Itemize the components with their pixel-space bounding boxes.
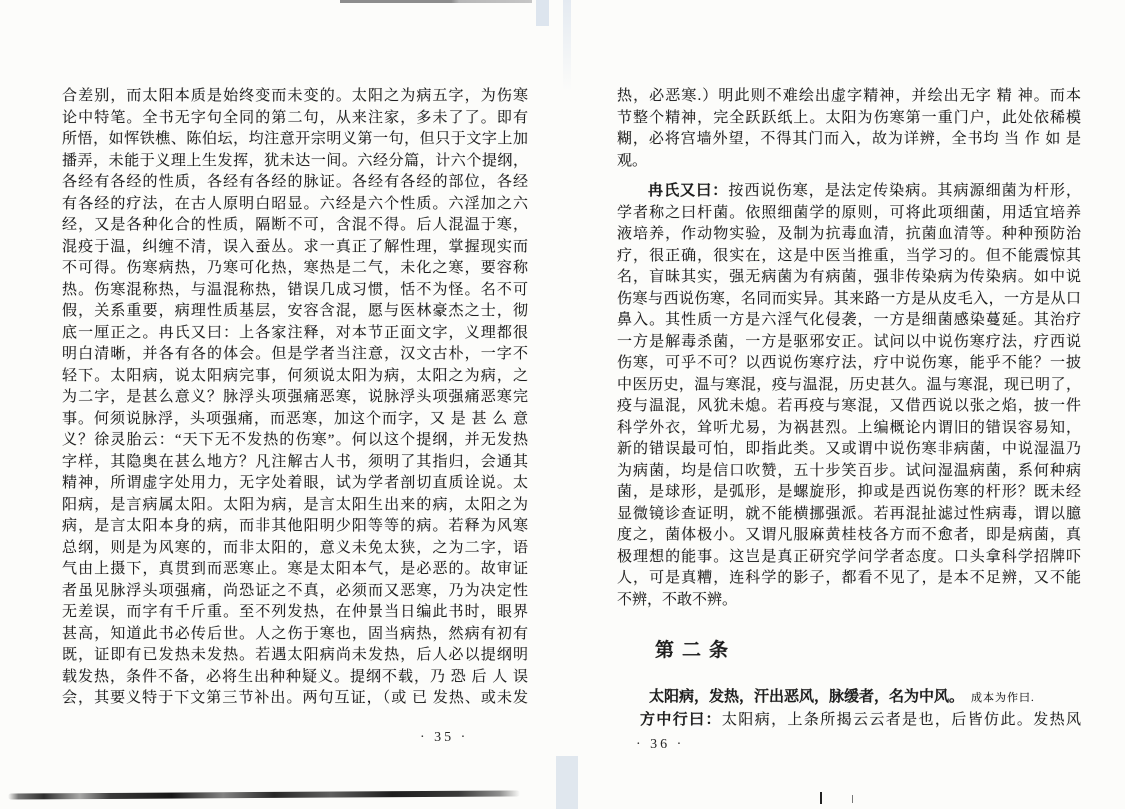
text-line: 混疫于温，纠缠不清，误入蚕丛。求一真正了解性理，掌握现实而	[62, 238, 528, 255]
section-heading: 第二条	[655, 640, 737, 661]
text-line: 液培养，作动物实验，及制为抗毒血清，抗菌血清等。种种预防治	[617, 226, 1081, 242]
text-line: 所悟，如恽铁樵、陈伯坛，均注意开宗明义第一句，但只于文字上加	[62, 131, 528, 147]
text-line: 科学外衣，耸听尤易，为祸甚烈。上编概论内谓旧的错误容易知，	[617, 419, 1081, 436]
right-page-paragraph-2	[617, 203, 1081, 590]
text-line: 无差误，而字有千斤重。至不列发热，在仲景当日编此书时，眼界	[62, 604, 528, 620]
text-line: 中医历史，温与寒混，疫与温混，历史甚久。温与寒混，现已明了，	[617, 376, 1081, 393]
text-line: 义？徐灵胎云：“天下无不发热的伤寒”。何以这个提纲，并无发热	[62, 432, 528, 448]
text-line: 人，可是真糟，连科学的影子，都看不见了，是本不足辨，又不能	[617, 570, 1081, 586]
scan-artifact-tick	[852, 795, 853, 803]
text-line: 糊，必将宫墙外望，不得其门而入，故为详辨，全书均 当 作 如 是	[617, 131, 1081, 147]
text-line: 节整个精神，完全跃跃纸上。太阳为伤寒第一重门户，此处依稀模	[617, 109, 1081, 126]
paragraph-2-intro-line	[617, 181, 1081, 203]
text-line: 事。何须说脉浮，头项强痛，而恶寒，加这个而字，又 是 甚 么 意	[62, 410, 528, 427]
canon-text-line	[617, 686, 1081, 709]
right-page-text-block	[617, 86, 1081, 732]
text-line: 各经有各经的性质，各经有各经的脉证。各经有各经的部位，各经	[62, 174, 528, 190]
text-line: 底一厘正之。冉氏又曰：上各家注释，对本节正面文字，义理都很	[62, 324, 528, 341]
text-line: 极理想的能事。这岂是真正研究学问学者态度。口头拿科学招牌吓	[617, 548, 1081, 565]
text-line: 论中特笔。全书无字句全同的第二句，从来注家，多未了了。即有	[62, 109, 528, 126]
text-line: 疗，很正确，很实在，这是中医当推重，当学习的。但不能震惊其	[617, 247, 1081, 264]
text-span: 太阳病，上条所揭云云者是也，后皆仿此。发热风	[721, 712, 1081, 728]
text-line: 者虽见脉浮头项强痛，尚恐证之不真，必须而又恶寒，乃为决定性	[62, 582, 528, 599]
gutter-shadow-bottom	[556, 756, 578, 809]
text-line: 会，其要义特于下文第三节补出。两句互证，（或 已 发热、或未发	[62, 690, 528, 706]
text-line: 学者称之曰杆菌。依照细菌学的原则，可将此项细菌，用适宜培养	[617, 204, 1081, 221]
page-number-left: · 35 ·	[420, 730, 469, 745]
text-line: 甚高，知道此书必传后世。人之伤于寒也，固当病热，然病有初有	[62, 625, 528, 642]
text-line: 观。	[617, 152, 648, 169]
text-line: 一方是解毒杀菌，一方是驱邪安正。试问以中说伤寒疗法，疗西说	[617, 333, 1081, 350]
text-line: 经，又是各种化合的性质，隔断不可，含混不得。后人混温于寒，	[62, 217, 528, 233]
text-line: 为病菌，均是信口吹赞，五十步笑百步。试问湿温病菌，系何种病	[617, 462, 1081, 479]
left-page-paragraph	[62, 86, 528, 710]
canon-edition-note: 成本为作曰.	[971, 692, 1035, 704]
text-line: 病，是言太阳本身的病，而非其他阳明少阳等等的病。若释为风寒	[62, 518, 528, 534]
scan-artifact-ink-smudge	[8, 790, 520, 799]
text-line: 有各经的疗法，在古人原明白昭显。六经是六个性质。六淫加之六	[62, 195, 528, 212]
left-page-text-block	[62, 86, 528, 710]
text-line: 既，证即有已发热未发热。若遇太阳病尚未发热，后人必以提纲明	[62, 647, 528, 663]
speaker-name: 方中行曰：	[640, 712, 722, 728]
text-line: 疫与温混，风犹未熄。若再疫与寒混，又借西说以张之焰，披一件	[617, 398, 1081, 414]
text-line: 名，盲昧其实，强无病菌为有病菌，强非传染病为传染病。如中说	[617, 269, 1081, 285]
text-line: 新的错误最可怕，即指此类。又或谓中说伤寒非病菌，中说湿温乃	[617, 441, 1081, 457]
scan-artifact-top-line	[340, 0, 532, 3]
speaker-name: 冉氏又曰：	[648, 183, 729, 199]
text-line: 合差别，而太阳本质是始终变而未变的。太阳之为病五字，为伤寒	[62, 88, 528, 104]
text-line: 字样，其隐奥在甚么地方？凡注解古人书，须明了其指归，会通其	[62, 453, 528, 470]
text-line: 度之，菌体极小。又谓凡服麻黄桂枝各方而不愈者，即是病菌，真	[617, 527, 1081, 543]
text-line: 热。伤寒混称热，与温混称热，错误几成习惯，恬不为怪。名不可	[62, 281, 528, 298]
text-line: 播弄，未能于义理上生发挥，犹未达一间。六经分篇，计六个提纲，	[62, 152, 528, 169]
text-line: 阳病，是言病属太阳。太阳为病，是言太阳生出来的病，太阳之为	[62, 496, 528, 513]
scan-artifact-tick	[820, 792, 822, 804]
text-line: 鼻入。其性质一方是六淫气化侵袭，一方是细菌感染蔓延。其治疗	[617, 312, 1081, 328]
text-span: 按西说伤寒，是法定传染病。其病源细菌为杆形，	[728, 183, 1081, 199]
text-line: 总纲，则是为风寒的，而非太阳的，意义未免太狭，之为二字，语	[62, 539, 528, 556]
text-line: 显微镜诊查证明，就不能横挪强派。若再混扯滤过性病毒，谓以臆	[617, 505, 1081, 522]
gutter-shadow-faint	[563, 0, 571, 92]
commentary-line	[617, 709, 1081, 732]
text-line: 热，必恶寒.）明此则不难绘出虚字精神，并绘出无字 精 神。而本	[617, 88, 1081, 104]
text-line: 不辨，不敢不辨。	[617, 591, 738, 608]
text-line: 假，关系重要，病理性质基层，安容含混，愿与医林豪杰之士，彻	[62, 303, 528, 319]
text-line: 为二字，是甚么意义？脉浮头项强痛恶寒，说脉浮头项强痛恶寒完	[62, 389, 528, 405]
canon-text: 太阳病，发热，汗出恶风，脉缓者，名为中风。	[649, 689, 965, 705]
text-line: 载发热，条件不备，必将生出种种疑义。提纲不载，乃 恐 后 人 误	[62, 668, 528, 685]
page-number-right: · 36 ·	[636, 737, 685, 752]
text-line: 明白清晰，并各有各的体会。但是学者当注意，汉文古朴，一字不	[62, 346, 528, 362]
gutter-shadow-top	[536, 0, 549, 26]
text-line: 轻下。太阳病，说太阳病完事，何须说太阳为病，太阳之为病，之	[62, 367, 528, 384]
text-line: 伤寒与西说伤寒，名同而实异。其来路一方是从皮毛入，一方是从口	[617, 290, 1081, 307]
text-line: 菌，是球形，是弧形，是螺旋形，抑或是西说伤寒的杆形？既未经	[617, 484, 1081, 500]
right-page-paragraph-1	[617, 86, 1081, 151]
text-line: 不可得。伤寒病热，乃寒可化热，寒热是二气，未化之寒，要容称	[62, 260, 528, 276]
text-line: 伤寒，可乎不可？以西说伤寒疗法，疗中说伤寒，能乎不能？一披	[617, 355, 1081, 371]
text-line: 精神，所谓虚字处用力，无字处着眼，试为学者剖切直质诠说。太	[62, 475, 528, 491]
text-line: 气由上摄下，真贯到而恶寒止。寒是太阳本气，是必恶的。故审证	[62, 561, 528, 577]
